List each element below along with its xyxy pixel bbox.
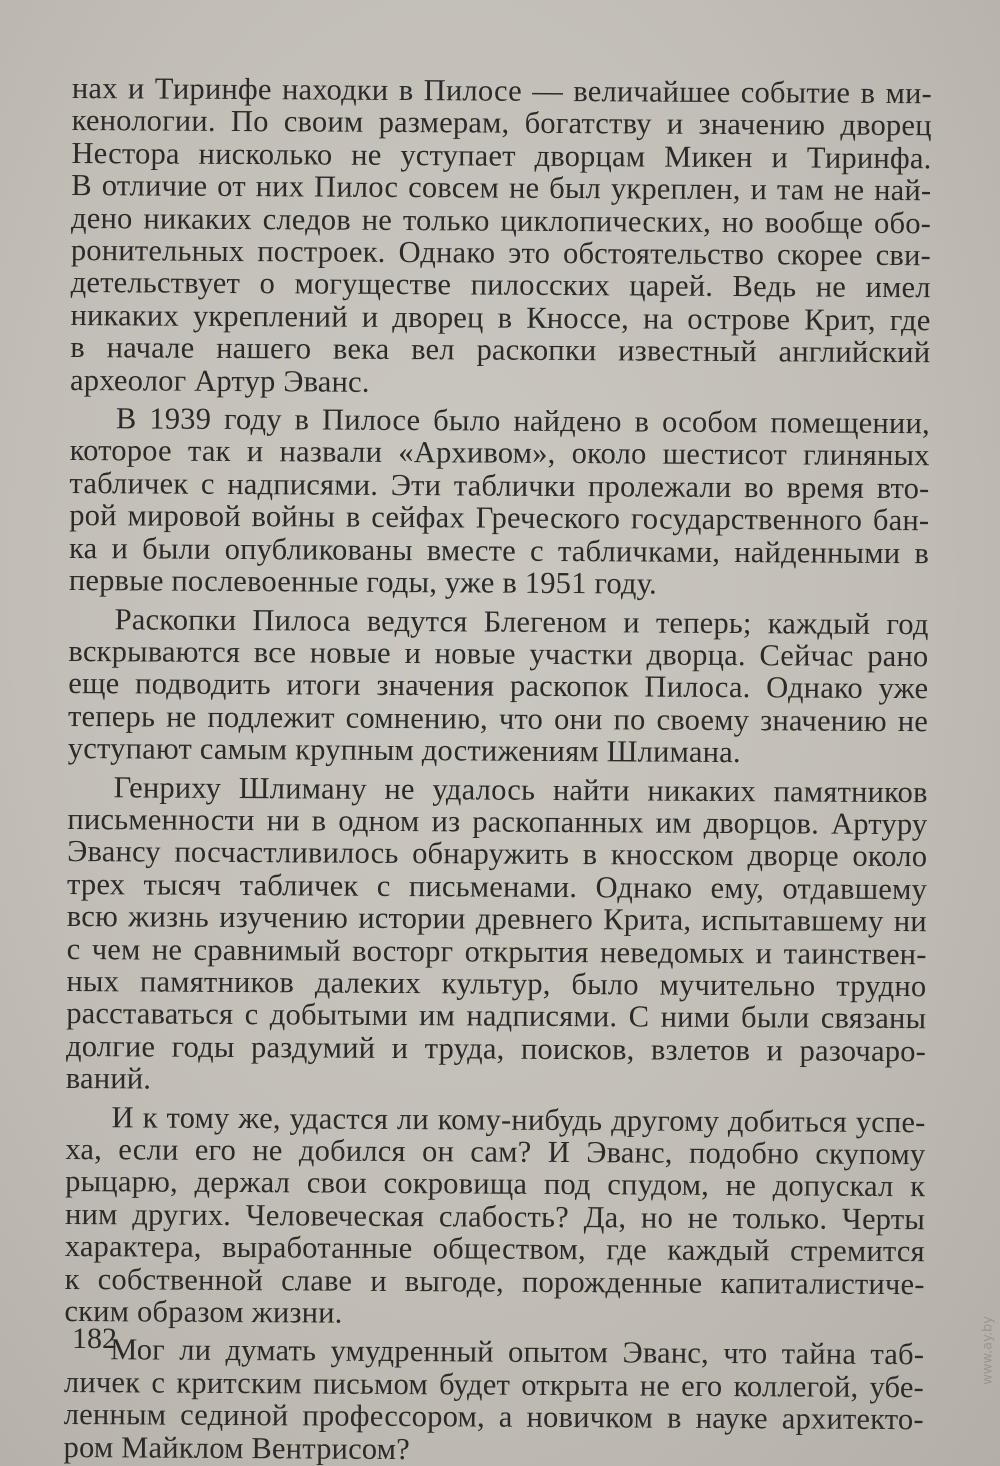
text-line: В отличие от них Пилос совсем не был укреплен, и там не най- (71, 168, 932, 208)
text-line: еще подводить итоги значения раскопок Пилоса. Однако уже (68, 666, 929, 706)
paragraph (70, 72, 932, 401)
text-line: Эвансу посчастливилось обнаружить в кносском дворце около (67, 834, 928, 874)
text-line: Генриху Шлиману не удалось найти никаких памятников (113, 769, 928, 809)
paragraph (68, 602, 929, 769)
paragraph (69, 402, 930, 602)
text-line: В 1939 году в Пилосе было найдено в особом помещении, (115, 401, 930, 441)
text-line: Нестора нисколько не уступает дворцам Микен и Тиринфа. (71, 135, 932, 176)
text-line: расставаться с добытыми им надписями. С ними были связаны (66, 996, 927, 1036)
text-line: к собственной славе и выгоде, порожденные капиталистиче- (64, 1261, 925, 1301)
body-text (63, 72, 932, 1466)
text-line: трех тысяч табличек с письменами. Однако ему, отдавшему (66, 866, 928, 906)
text-line: первые послевоенные годы, уже в 1951 году. (68, 563, 658, 601)
text-line: письменности ни в одном из раскопанных им дворцов. Артуру (67, 801, 928, 842)
text-line: детельствует о могуществе пилосских царей. Ведь не имел (70, 265, 931, 305)
text-line: никаких укреплений и дворец в Кноссе, на острове Крит, где (70, 297, 931, 338)
text-line: рой мировой войны в сейфах Греческого государственного бан- (69, 498, 930, 538)
paragraph (64, 1333, 925, 1466)
text-line: И к тому же, удастся ли кому-нибудь другому добиться успе- (111, 1099, 926, 1139)
text-line: табличек с надписями. Эти таблички пролежали во время вто- (69, 465, 930, 506)
page-number: 182 (72, 1322, 117, 1355)
text-line: в начале нашего века вел раскопки известный английский (70, 330, 931, 370)
text-line: ним других. Человеческая слабость? Да, но не только. Черты (64, 1196, 926, 1237)
text-line: характера, выработанные обществом, где каждый стремится (64, 1229, 925, 1269)
text-line: кенологии. По своим размерам, богатству и значению дворец (71, 103, 932, 143)
text-line: вскрываются все новые и новые участки дворца. Сейчас рано (68, 633, 929, 674)
text-line: ронительных построек. Однако это обстоятельство скорее сви- (70, 233, 932, 273)
text-line: ка и были опубликованы вместе с табличками, найденными в (68, 530, 930, 570)
text-line: ных памятников далеких культур, было мучительно трудно (66, 963, 927, 1004)
text-line: рыцарю, держал свои сокровища под спудом, не допускал к (65, 1164, 926, 1204)
text-line: ха, если его не добился он сам? И Эванс, подобно скупому (65, 1131, 926, 1172)
text-line: археолог Артур Эванс. (70, 362, 370, 399)
text-line: всю жизнь изучению истории древнего Крита, испытавшему ни (66, 899, 927, 939)
text-line: личек с критским письмом будет открыта не его коллегой, убе- (63, 1364, 925, 1405)
text-line: теперь не подлежит сомнению, что они по своему значению не (67, 698, 929, 738)
paragraph (66, 771, 928, 1100)
text-line: дено никаких следов не только циклопических, но вообще обо- (71, 200, 932, 240)
watermark: www.ay.by (981, 1316, 996, 1385)
text-line: ским образом жизни. (64, 1294, 343, 1330)
text-line: Мог ли думать умудренный опытом Эванс, что тайна таб- (110, 1332, 925, 1372)
text-line: Раскопки Пилоса ведутся Блегеном и теперь; каждый год (114, 601, 929, 641)
text-line: с чем не сравнимый восторг открытия неведомых и таинствен- (66, 931, 927, 971)
text-line: уступают самым крупным достижениям Шлимана. (67, 731, 741, 770)
text-line: ленным сединой профессором, а новичком в науке архитекто- (63, 1397, 924, 1437)
text-line: ром Майклом Вентрисом? (63, 1429, 411, 1466)
text-line: которое так и назвали «Архивом», около шестисот глиняных (69, 433, 930, 473)
text-line: ваний. (65, 1061, 152, 1096)
text-line: нах и Тиринфе находки в Пилосе — величайшее событие в ми- (71, 71, 932, 111)
paragraph (64, 1101, 925, 1333)
text-line: долгие годы раздумий и труда, поисков, взлетов и разочаро- (65, 1028, 927, 1069)
